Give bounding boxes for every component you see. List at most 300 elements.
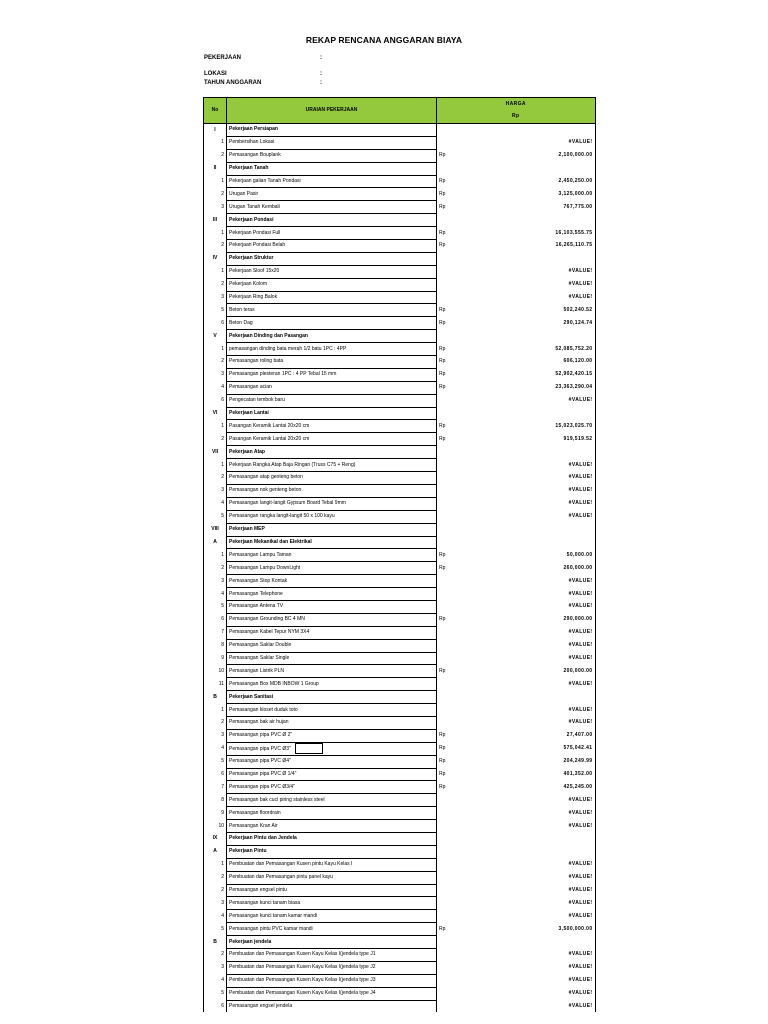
meta-label: LOKASI [204,71,227,77]
row-harga [463,974,595,987]
section-row [204,252,596,265]
table-row [204,871,596,884]
row-harga [463,136,595,149]
table-row [204,149,596,162]
section-row [204,446,596,459]
row-no [204,807,227,820]
row-harga [463,523,595,536]
row-no-text: III [212,216,218,223]
row-currency-text: Rp [439,745,446,752]
section-row [204,124,596,137]
row-currency [437,807,464,820]
row-no-text: 9 [221,809,224,816]
row-uraian [227,755,437,768]
row-uraian [227,613,437,626]
row-harga [463,149,595,162]
row-harga [463,214,595,227]
row-no-text: 5 [221,306,224,313]
row-harga-text: #VALUE! [568,577,593,584]
row-currency [437,704,464,717]
row-harga-text: 401,352.00 [563,770,593,777]
row-harga-text: #VALUE! [568,680,593,687]
row-uraian-text: Pekerjaan Ring Balok [229,294,278,301]
row-no [204,433,227,446]
row-no-text: VI [212,410,218,417]
row-uraian [227,330,437,343]
row-uraian-text: Pembersihan Lokasi [229,139,275,146]
row-harga-text: #VALUE! [568,603,593,610]
row-uraian-text: Pemasangan Grounding BC 4 MN [229,616,305,623]
row-no-text: 3 [221,371,224,378]
row-uraian [227,923,437,936]
row-currency [437,497,464,510]
row-currency [437,936,464,949]
row-harga [463,716,595,729]
row-harga [463,162,595,175]
row-harga-text: 3,500,000.00 [558,925,593,932]
table-row [204,704,596,717]
row-currency-text: Rp [439,783,446,790]
row-no-text: 4 [221,977,224,984]
row-harga [463,600,595,613]
row-uraian [227,884,437,897]
row-harga-text: 425,245.00 [563,783,593,790]
table-row [204,459,596,472]
row-currency-text: Rp [439,770,446,777]
row-no [204,613,227,626]
row-currency-text: Rp [439,758,446,765]
table-row [204,716,596,729]
row-currency [437,768,464,781]
table-row [204,562,596,575]
row-no-text: 3 [221,899,224,906]
row-no-text: I [214,126,216,133]
col-header-no: No [204,98,227,124]
row-no [204,446,227,459]
row-no-text: 2 [221,886,224,893]
row-harga [463,936,595,949]
row-uraian [227,227,437,240]
row-uraian [227,691,437,704]
row-harga [463,240,595,253]
row-harga-text: 16,265,110.75 [555,242,593,249]
row-harga [463,639,595,652]
row-no [204,343,227,356]
row-harga [463,678,595,691]
table-row [204,510,596,523]
row-harga [463,330,595,343]
row-harga-text: #VALUE! [568,513,593,520]
table-row [204,588,596,601]
row-currency [437,536,464,549]
row-no [204,704,227,717]
row-no [204,639,227,652]
row-uraian-text: Pemasangan Listrik PLN [229,667,285,674]
row-currency-text: Rp [439,564,446,571]
table-row [204,575,596,588]
row-no [204,588,227,601]
row-no-text: 3 [221,732,224,739]
row-uraian-text: Pembuatan dan Pemasangan Kusen Kayu Kelas I(jendela type J2 [229,964,376,971]
row-uraian-text: Pemasangan kloset duduk toto [229,706,298,713]
row-uraian-text: Pemasangan Saklar Single [229,654,290,661]
table-row [204,317,596,330]
row-harga [463,858,595,871]
row-uraian [227,961,437,974]
row-harga-text: #VALUE! [568,822,593,829]
row-uraian-text: Pemasangan engsel jendela [229,1003,293,1009]
row-no [204,884,227,897]
row-harga [463,768,595,781]
row-currency [437,175,464,188]
table-row [204,1000,596,1012]
row-harga [463,394,595,407]
row-uraian-text: Pekerjaan Pintu dan Jendela [229,835,297,842]
row-no-text: 1 [221,345,224,352]
row-no [204,175,227,188]
row-uraian-text: Pemasangan kunci tanam biasa [229,899,301,906]
row-uraian [227,575,437,588]
meta-colon: : [320,55,322,61]
table-row [204,626,596,639]
col-header-harga: HARGA [437,98,596,111]
row-uraian [227,729,437,742]
row-uraian [227,588,437,601]
row-currency [437,227,464,240]
row-harga [463,961,595,974]
row-no [204,936,227,949]
row-currency [437,523,464,536]
meta-tahun-anggaran [204,80,322,86]
section-row [204,936,596,949]
row-uraian-text: Pekerjaan Atap [229,448,265,455]
row-currency [437,974,464,987]
table-row [204,678,596,691]
table-row [204,600,596,613]
row-no [204,497,227,510]
row-uraian-text: Pembuatan dan Pemasangan Kusen Kayu Kelas I(jendela type J4 [229,990,376,997]
row-no [204,201,227,214]
row-uraian-text: Pemasangan atap genteng beton [229,474,303,481]
row-uraian [227,845,437,858]
row-harga-text: 3,125,000.00 [558,190,593,197]
row-harga [463,562,595,575]
row-no [204,974,227,987]
row-no-text: IX [212,835,218,842]
row-no [204,897,227,910]
row-no-text: 1 [221,461,224,468]
row-no-text: 2 [221,564,224,571]
row-uraian [227,742,437,755]
row-currency-text: Rp [439,345,446,352]
row-currency [437,665,464,678]
row-uraian [227,343,437,356]
row-uraian [227,446,437,459]
row-uraian [227,407,437,420]
row-no [204,923,227,936]
row-no [204,562,227,575]
row-currency-text: Rp [439,178,446,184]
row-uraian [227,162,437,175]
row-currency [437,201,464,214]
row-uraian [227,781,437,794]
row-no-text: 2 [221,874,224,881]
row-uraian [227,716,437,729]
row-currency-text: Rp [439,371,446,378]
row-harga [463,923,595,936]
table-row [204,961,596,974]
row-uraian-text: Pemasangan pintu PVC kamar mandi [229,925,313,932]
row-no [204,949,227,962]
row-currency-text: Rp [439,667,446,674]
row-uraian [227,704,437,717]
row-uraian [227,536,437,549]
row-harga-text: 27,407.00 [566,732,593,739]
row-harga-text: #VALUE! [568,809,593,816]
row-harga-text: 200,000.00 [563,667,593,674]
row-currency [437,240,464,253]
row-harga [463,278,595,291]
row-no-text: 4 [221,500,224,507]
table-row [204,652,596,665]
table-row [204,291,596,304]
row-uraian-text: Pemasangan nok genteng beton [229,487,302,494]
row-currency-text: Rp [439,732,446,739]
row-no [204,755,227,768]
row-no-text: 10 [218,822,224,829]
row-uraian-text: Pemasangan Bouplank [229,152,281,159]
row-uraian [227,368,437,381]
row-uraian-text: Pembuatan dan Pemasangan Kusen Kayu Kelas I(jendela type J3 [229,977,376,984]
row-harga-text: 50,000.00 [566,551,593,558]
row-harga [463,433,595,446]
table-row [204,175,596,188]
row-harga [463,626,595,639]
table-row [204,472,596,485]
row-no-text: 2 [221,281,224,288]
row-currency [437,794,464,807]
row-currency-text: Rp [439,152,446,159]
row-no-text: 3 [221,487,224,494]
row-currency [437,368,464,381]
row-harga [463,845,595,858]
row-uraian-text: Pemasangan Telephone [229,590,283,597]
row-harga-text: 2,450,250.00 [558,178,593,184]
row-harga [463,794,595,807]
row-no [204,162,227,175]
table-header-row [204,98,596,111]
row-harga-text: 919,519.52 [563,435,593,442]
row-harga [463,265,595,278]
row-no-text: 2 [221,152,224,159]
row-harga-text: #VALUE! [568,874,593,881]
table-row [204,356,596,369]
row-uraian [227,484,437,497]
row-uraian-text: Pekerjaan galian Tanah Pondasi [229,178,301,184]
row-harga-text: #VALUE! [568,861,593,868]
row-no-text: IV [212,255,218,262]
table-row [204,240,596,253]
row-harga [463,613,595,626]
row-uraian [227,356,437,369]
row-harga-text: #VALUE! [568,642,593,649]
row-no [204,368,227,381]
row-no-text: 1 [221,139,224,146]
row-no [204,665,227,678]
row-harga-text: #VALUE! [568,281,593,288]
row-uraian [227,858,437,871]
row-no-text: 2 [221,951,224,958]
row-currency [437,252,464,265]
row-no-text: 6 [221,1002,224,1009]
row-no [204,781,227,794]
row-no-text: 2 [221,242,224,249]
row-uraian [227,768,437,781]
row-harga [463,910,595,923]
row-harga [463,484,595,497]
row-uraian [227,188,437,201]
row-no-text: 4 [221,745,224,752]
table-row [204,304,596,317]
row-harga [463,446,595,459]
row-harga [463,317,595,330]
row-uraian-text: Pekerjaan Sanitasi [229,693,274,700]
row-uraian-text: Pemasangan Stop Kontak [229,577,288,584]
row-no-text: 4 [221,590,224,597]
row-harga-text: #VALUE! [568,654,593,661]
row-harga-text: 767,775.00 [563,203,593,210]
row-no-text: 4 [221,384,224,391]
row-currency-text: Rp [439,616,446,623]
row-no [204,227,227,240]
row-currency [437,162,464,175]
row-currency [437,678,464,691]
row-harga [463,201,595,214]
row-harga-text: #VALUE! [568,474,593,481]
row-currency [437,639,464,652]
row-no-text: 4 [221,912,224,919]
row-harga [463,175,595,188]
row-currency [437,291,464,304]
row-uraian-text: Pekerjaan Pondasi [229,216,274,223]
row-uraian-text: Pekerjaan Dinding dan Pasangan [229,332,308,339]
row-harga [463,729,595,742]
row-harga [463,575,595,588]
row-uraian [227,304,437,317]
row-currency [437,124,464,137]
row-uraian [227,459,437,472]
row-no [204,407,227,420]
row-harga [463,368,595,381]
row-harga-text: 290,124.74 [563,319,593,326]
table-row [204,394,596,407]
row-uraian [227,252,437,265]
row-no-text: 5 [221,513,224,520]
row-harga [463,897,595,910]
row-no-text: 7 [221,783,224,790]
row-harga-text: 204,249.99 [563,758,593,765]
row-uraian-text: Pemasangan roling bata [229,358,284,365]
row-currency [437,214,464,227]
section-row [204,845,596,858]
row-uraian [227,472,437,485]
row-harga-text: #VALUE! [568,139,593,146]
row-harga-text: 575,042.41 [563,745,593,752]
row-no-text: 3 [221,203,224,210]
row-harga-text: #VALUE! [568,268,593,275]
row-harga [463,781,595,794]
row-currency [437,923,464,936]
row-uraian-text: Pasangan Keramik Lantai 20x20 cm [229,422,310,429]
row-harga [463,807,595,820]
row-currency [437,613,464,626]
row-no-text: 2 [221,358,224,365]
row-no-text: 1 [221,422,224,429]
table-row [204,820,596,833]
row-harga [463,1000,595,1012]
row-no [204,794,227,807]
table-row [204,742,596,755]
table-row [204,484,596,497]
row-currency [437,626,464,639]
row-currency [437,845,464,858]
row-uraian [227,897,437,910]
row-harga-text: 23,363,290.04 [555,384,593,391]
row-uraian-text: Pemasangan engsel pintu [229,886,287,893]
row-currency [437,510,464,523]
row-harga [463,510,595,523]
row-no-text: 1 [221,268,224,275]
col-header-uraian: URAIAN PEKERJAAN [227,98,437,124]
row-harga-text: #VALUE! [568,719,593,726]
row-currency [437,278,464,291]
row-no [204,124,227,137]
row-no-text: 1 [221,551,224,558]
row-currency-text: Rp [439,319,446,326]
row-harga-text: #VALUE! [568,951,593,958]
row-currency [437,729,464,742]
row-uraian-text: Beton teras [229,306,255,313]
row-harga-text: 606,120.00 [563,358,593,365]
table-row [204,858,596,871]
row-harga [463,459,595,472]
section-row [204,691,596,704]
row-currency [437,1000,464,1012]
row-no-text: 6 [221,319,224,326]
row-uraian [227,240,437,253]
row-harga [463,987,595,1000]
row-no [204,858,227,871]
row-harga [463,755,595,768]
row-uraian [227,832,437,845]
row-uraian-text: Pekerjaan Mekanikal dan Elektrikal [229,538,312,545]
row-no [204,768,227,781]
row-no-text: A [213,538,217,545]
row-no [204,136,227,149]
row-harga-text: 502,240.52 [563,306,593,313]
table-row [204,136,596,149]
row-currency-text: Rp [439,384,446,391]
row-uraian-text: Pemasangan acian [229,384,272,391]
table-row [204,897,596,910]
row-no-text: 8 [221,796,224,803]
row-no [204,356,227,369]
row-currency [437,136,464,149]
row-currency-text: Rp [439,422,446,429]
rab-table [203,97,596,1012]
row-harga [463,252,595,265]
row-currency-text: Rp [439,242,446,249]
